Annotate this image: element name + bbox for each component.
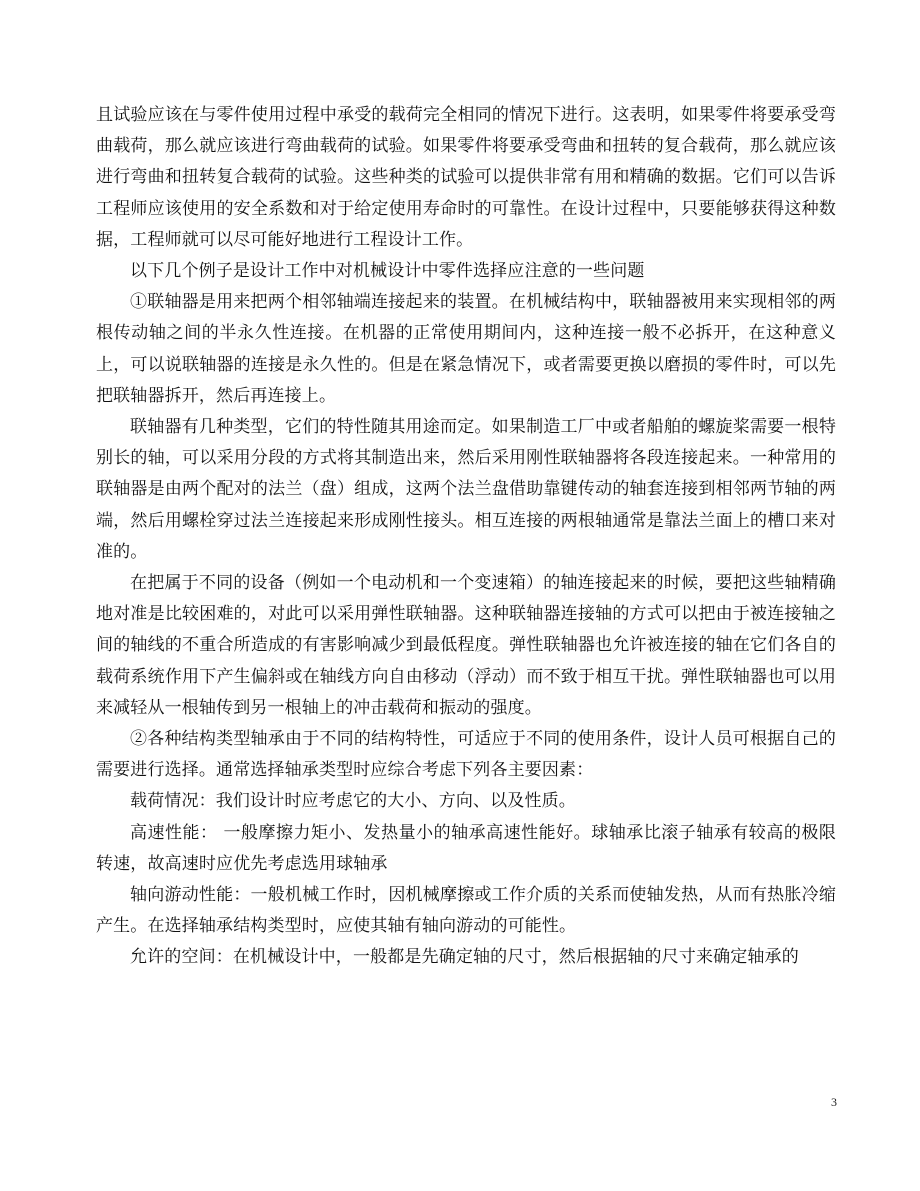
paragraph-coupling-definition: ①联轴器是用来把两个相邻轴端连接起来的装置。在机械结构中，联轴器被用来实现相邻的两根传动轴之间的半永久性连接。在机器的正常使用期间内，这种连接一般不必拆开，在这种意义上，可以说联轴器的连接是永久性的。但是在紧急情况下，或者需要更换以磨损的零件时，可以先把联轴器拆开，然后再连接上。 (96, 292, 836, 406)
paragraph-examples-intro: 以下几个例子是设计工作中对机械设计中零件选择应注意的一些问题 (130, 261, 645, 282)
paragraph-axial-play: 轴向游动性能：一般机械工作时，因机械摩擦或工作介质的关系而使轴发热，从而有热胀冷缩产生。在选择轴承结构类型时，应使其轴有轴向游动的可能性。 (96, 885, 836, 937)
page-body (96, 100, 836, 974)
page-number: 3 (831, 1095, 837, 1109)
paragraph-high-speed: 高速性能： 一般摩擦力矩小、发热量小的轴承高速性能好。球轴承比滚子轴承有较高的极限转速，故高速时应优先考虑选用球轴承 (96, 822, 836, 874)
paragraph-flexible-coupling: 在把属于不同的设备（例如一个电动机和一个变速箱）的轴连接起来的时候，要把这些轴精确地对准是比较困难的，对此可以采用弹性联轴器。这种联轴器连接轴的方式可以把由于被连接轴之间的轴线的不重合所造成的有害影响减少到最低程度。弹性联轴器也允许被连接的轴在它们各自的载荷系统作用下产生偏斜或在轴线方向自由移动（浮动）而不致于相互干扰。弹性联轴器也可以用来减轻从一根轴传到另一根轴上的冲击载荷和振动的强度。 (96, 573, 836, 718)
paragraph-load-conditions: 载荷情况：我们设计时应考虑它的大小、方向、以及性质。 (130, 791, 576, 812)
paragraph-coupling-types: 联轴器有几种类型，它们的特性随其用途而定。如果制造工厂中或者船舶的螺旋桨需要一根特别长的轴，可以采用分段的方式将其制造出来，然后采用刚性联轴器将各段连接起来。一种常用的联轴器是由两个配对的法兰（盘）组成，这两个法兰盘借助靠键传动的轴套连接到相邻两节轴的两端，然后用螺栓穿过法兰连接起来形成刚性接头。相互连接的两根轴通常是靠法兰面上的槽口来对准的。 (96, 417, 836, 562)
paragraph-allowed-space: 允许的空间：在机械设计中，一般都是先确定轴的尺寸，然后根据轴的尺寸来确定轴承的 (130, 947, 799, 968)
paragraph-continuation: 且试验应该在与零件使用过程中承受的载荷完全相同的情况下进行。这表明，如果零件将要承受弯曲载荷，那么就应该进行弯曲载荷的试验。如果零件将要承受弯曲和扭转的复合载荷，那么就应该进行弯曲和扭转复合载荷的试验。这些种类的试验可以提供非常有用和精确的数据。它们可以告诉工程师应该使用的安全系数和对于给定使用寿命时的可靠性。在设计过程中，只要能够获得这种数据，工程师就可以尽可能好地进行工程设计工作。 (96, 105, 836, 250)
paragraph-bearing-selection: ②各种结构类型轴承由于不同的结构特性，可适应于不同的使用条件，设计人员可根据自己的需要进行选择。通常选择轴承类型时应综合考虑下列各主要因素： (96, 729, 836, 781)
